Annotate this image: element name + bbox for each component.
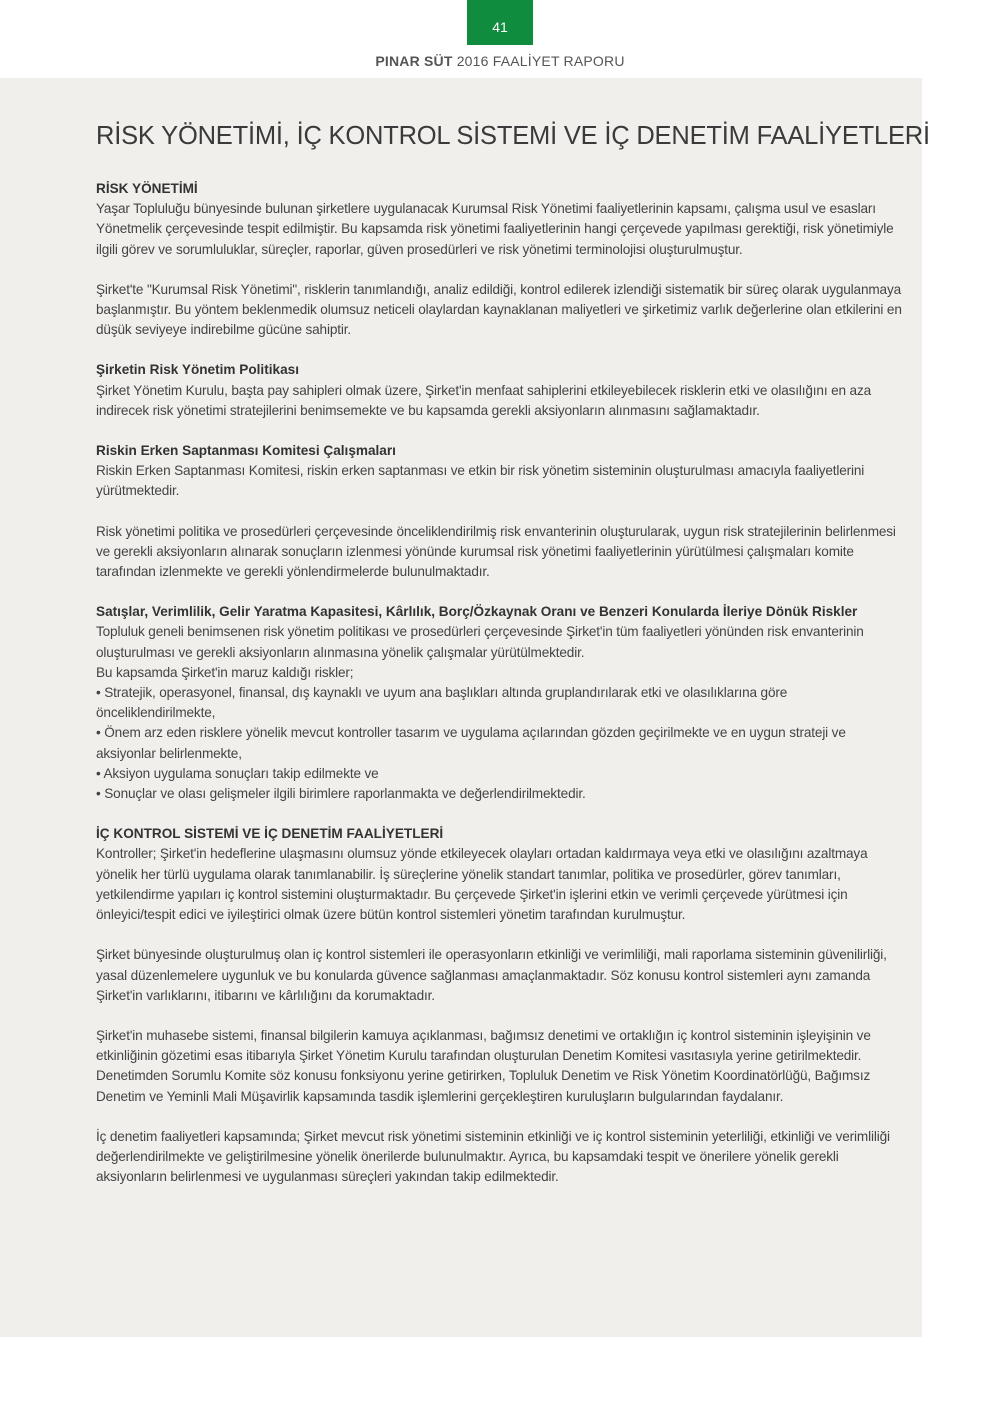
section-risk-policy <box>96 360 906 421</box>
paragraph: Riskin Erken Saptanması Komitesi, riskin erken saptanması ve etkin bir risk yönetim sisteminin oluşturulması amacıyla faaliyetlerini yürütmektedir. <box>96 463 865 499</box>
section-early-detection-committee <box>96 441 906 582</box>
page-title: RİSK YÖNETİMİ, İÇ KONTROL SİSTEMİ VE İÇ DENETİM FAALİYETLERİ <box>96 122 930 150</box>
paragraph: Yaşar Topluluğu bünyesinde bulunan şirketlere uygulanacak Kurumsal Risk Yönetimi faaliyetlerinin kapsamı, çalışma usul ve esasları Yönetmelik çerçevesinde tespit edilmiştir. Bu kapsamda risk yönetimi faaliyetlerinin hangi çerçevede yapılması gerektiği, risk yönetimiyle ilgili görev ve sorumluluklar, süreçler, raporlar, güven prosedürleri ve risk yönetimi terminolojisi oluşturulmuştur. <box>96 201 894 257</box>
paragraph: Risk yönetimi politika ve prosedürleri çerçevesinde önceliklendirilmiş risk envanterinin oluşturularak, uygun risk stratejilerinin belirlenmesi ve gerekli aksiyonların alınarak sonuçların izlenmesi yönünde kurumsal risk yönetimi faaliyetlerinin yürütülmesi çalışmaları komite tarafından izlenmekte ve gerekli yönlendirmelerde bulunulmaktadır. <box>96 523 896 580</box>
paragraph: Bu kapsamda Şirket'in maruz kaldığı riskler; <box>96 664 354 680</box>
page-number-badge <box>467 0 533 45</box>
section-risk-management <box>96 179 906 340</box>
list-item: • Önem arz eden risklere yönelik mevcut kontroller tasarım ve uygulama açılarından gözden geçirilmekte ve en uygun strateji ve aksiyonlar belirlenmekte, <box>96 725 846 761</box>
paragraph: Şirket bünyesinde oluşturulmuş olan iç kontrol sistemleri ile operasyonların etkinliği ve verimliliği, mali raporlama sisteminin güvenilirliği, yasal düzenlemelere uygunluk ve bu konularda güvence sağlanması amaçlanmaktadır. Söz konusu kontrol sistemleri aynı zamanda Şirket'in varlıklarını, itibarını ve kârlılığını da korumaktadır. <box>96 947 887 1003</box>
section-heading: Riskin Erken Saptanması Komitesi Çalışmaları <box>96 443 396 459</box>
list-item: • Aksiyon uygulama sonuçları takip edilmekte ve <box>96 765 379 781</box>
paragraph: Şirket'te "Kurumsal Risk Yönetimi", risklerin tanımlandığı, analiz edildiği, kontrol edilerek izlendiği sistematik bir süreç olarak uygulanmaya başlanmıştır. Bu yöntem beklenmedik olumsuz neticeli olaylardan kaynaklanan maliyetleri ve şirketimiz varlık değerlerine olan etkilerini en düşük seviyeye indirebilme gücüne sahiptir. <box>96 281 902 338</box>
list-item: • Stratejik, operasyonel, finansal, dış kaynaklı ve uyum ana başlıkları altında gruplandırılarak etki ve olasılıklarına göre önceliklendirilmekte, <box>96 685 788 721</box>
paragraph: Topluluk geneli benimsenen risk yönetim politikası ve prosedürleri çerçevesinde Şirket'in tüm faaliyetleri yönünden risk envanterinin oluşturulması ve gerekli aksiyonların alınmasına yönelik çalışmalar yürütülmektedir. <box>96 624 864 660</box>
report-header <box>0 53 1000 69</box>
section-internal-control <box>96 824 906 1187</box>
section-heading: RİSK YÖNETİMİ <box>96 181 198 196</box>
section-forward-risks <box>96 602 906 804</box>
page-number: 41 <box>492 18 508 35</box>
content-body <box>96 122 930 1207</box>
section-heading: Satışlar, Verimlilik, Gelir Yaratma Kapasitesi, Kârlılık, Borç/Özkaynak Oranı ve Benzeri Konularda İleriye Dönük Riskler <box>96 604 858 620</box>
section-heading: Şirketin Risk Yönetim Politikası <box>96 362 299 378</box>
list-item: • Sonuçlar ve olası gelişmeler ilgili birimlere raporlanmakta ve değerlendirilmektedir. <box>96 786 586 802</box>
paragraph: Şirket'in muhasebe sistemi, finansal bilgilerin kamuya açıklanması, bağımsız denetimi ve ortaklığın iç kontrol sisteminin işleyişinin ve etkinliğinin gözetimi esas itibarıyla Şirket Yönetim Kurulu tarafından oluşturulan Denetim Komitesi vasıtasıyla yerine getirilmektedir. Denetimden Sorumlu Komite söz konusu fonksiyonu yerine getirirken, Topluluk Denetim ve Risk Yönetim Koordinatörlüğü, Bağımsız Denetim ve Yeminli Mali Müşavirlik kapsamında tasdik işlemlerini gerçekleştiren kuruluşların bulgularından faydalanır. <box>96 1027 871 1104</box>
content-panel <box>0 78 930 1337</box>
paragraph: Şirket Yönetim Kurulu, başta pay sahipleri olmak üzere, Şirket'in menfaat sahiplerini etkileyebilecek risklerin etki ve olasılığını en aza indirecek risk yönetimi stratejilerini benimsemekte ve bu kapsamda gerekli aksiyonların alınmasını sağlamaktadır. <box>96 382 871 418</box>
paragraph: İç denetim faaliyetleri kapsamında; Şirket mevcut risk yönetimi sisteminin etkinliği ve iç kontrol sisteminin yeterliliği, etkinliği ve verimliliği değerlendirilmekte ve geliştirilmesine yönelik önerilerde bulunulmaktır. Ayrıca, bu kapsamdaki tespit ve önerilere yönelik gerekli aksiyonların belirlenmesi ve uygulanması süreçleri yakından takip edilmektedir. <box>96 1128 890 1185</box>
section-heading: İÇ KONTROL SİSTEMİ VE İÇ DENETİM FAALİYETLERİ <box>96 826 444 842</box>
paragraph: Kontroller; Şirket'in hedeflerine ulaşmasını olumsuz yönde etkileyecek olayları ortadan kaldırmaya veya etki ve olasılığını azaltmaya yönelik her türlü uygulama olarak tanımlanabilir. İş süreçlerine yönelik standart tanımlar, politika ve prosedürler, görev tanımları, yetkilendirme yapıları iç kontrol sistemini oluşturmaktadır. Bu çerçevede Şirket'in işlerini etkin ve verimli çerçevede yürütmesi için önleyici/tespit edici ve iyileştirici olmak üzere bütün kontrol sistemleri yönetim tarafından kurulmuştur. <box>96 846 868 923</box>
report-title-rest: 2016 FAALİYET RAPORU <box>452 53 625 69</box>
report-brand: PINAR SÜT <box>375 53 453 69</box>
